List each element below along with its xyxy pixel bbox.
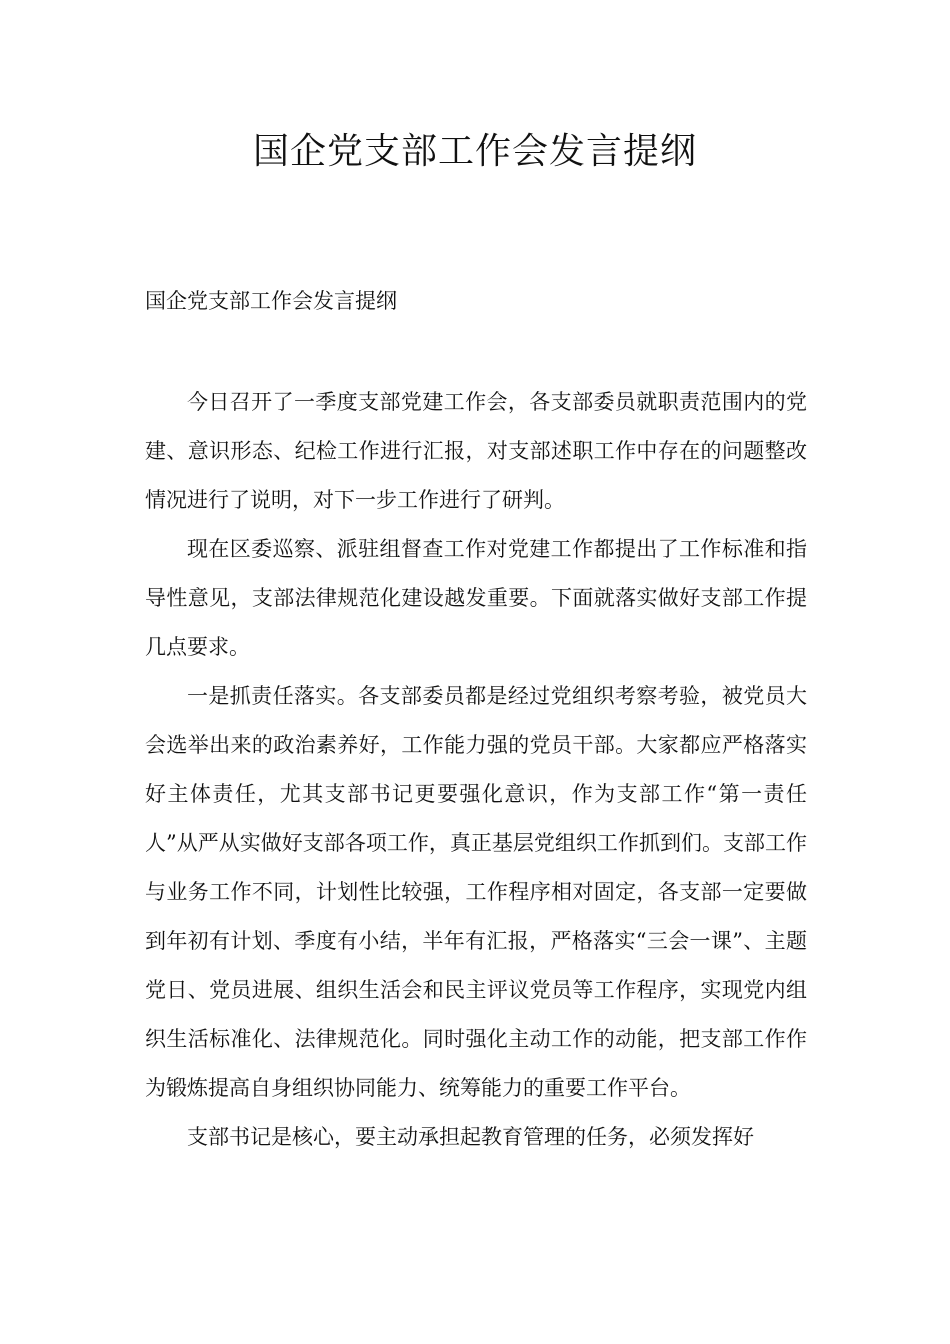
document-title: 国企党支部工作会发言提纲 xyxy=(252,131,697,172)
paragraph-1: 今日召开了一季度支部党建工作会，各支部委员就职责范围内的党建、意识形态、纪检工作进行汇报，对支部述职工作中存在的问题整改情况进行了说明，对下一步工作进行了研判。 xyxy=(145,390,807,512)
paragraph-3: 一是抓责任落实。各支部委员都是经过党组织考察考验，被党员大会选举出来的政治素养好，工作能力强的党员干部。大家都应严格落实好主体责任，尤其支部书记更要强化意识，作为支部工作“第一责任人”从严从实做好支部各项工作，真正基层党组织工作抓到们。支部工作与业务工作不同，计划性比较强，工作程序相对固定，各支部一定要做到年初有计划、季度有小结，半年有汇报，严格落实“三会一课”、主题党日、党员进展、组织生活会和民主评议党员等工作程序，实现党内组织生活标准化、法律规范化。同时强化主动工作的动能，把支部工作作为锻炼提高自身组织协同能力、统筹能力的重要工作平台。 xyxy=(145,684,807,1100)
document-body xyxy=(145,378,807,1162)
paragraph-2: 现在区委巡察、派驻组督查工作对党建工作都提出了工作标准和指导性意见，支部法律规范化建设越发重要。下面就落实做好支部工作提几点要求。 xyxy=(145,537,807,659)
document-subtitle: 国企党支部工作会发言提纲 xyxy=(145,289,397,313)
paragraph-4: 支部书记是核心，要主动承担起教育管理的任务，必须发挥好 xyxy=(187,1125,754,1149)
